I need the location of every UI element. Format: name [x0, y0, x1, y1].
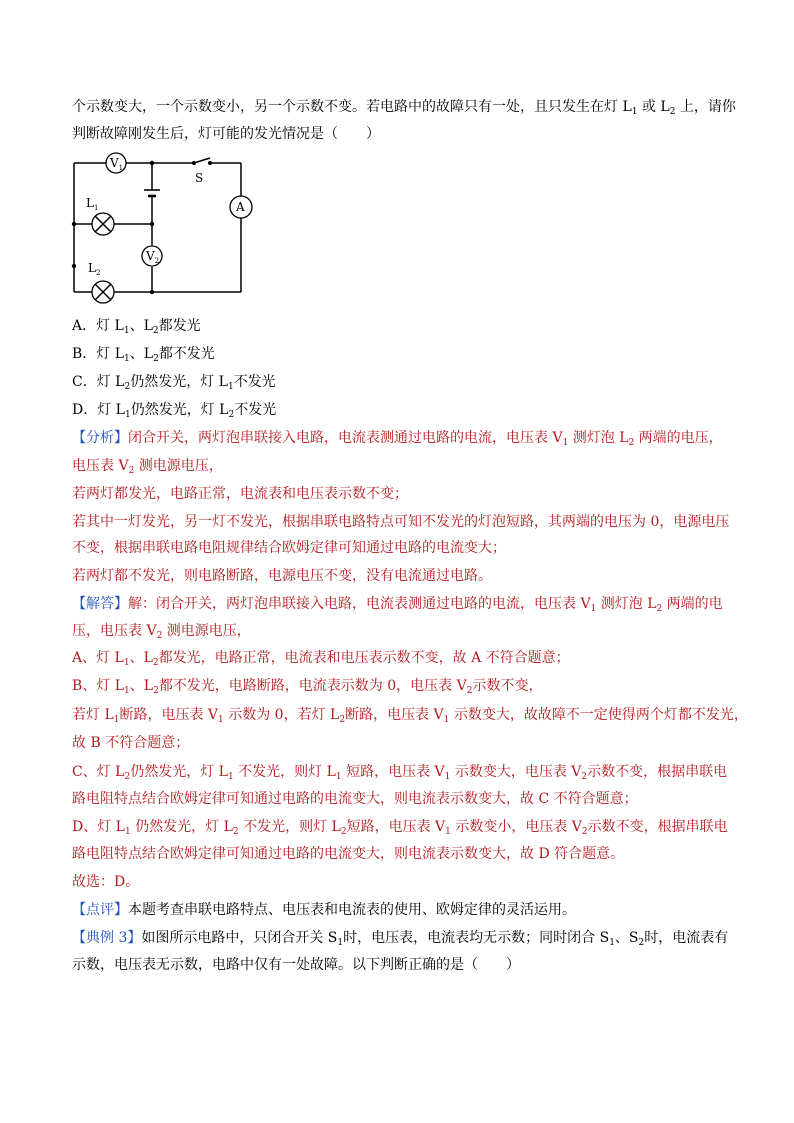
subscript-text: 1: [443, 715, 450, 725]
text-segment: 、L: [129, 318, 153, 334]
text-segment: 两端的电: [662, 596, 723, 612]
text-segment: 仍然发光，灯 L: [130, 374, 228, 390]
switch-label: S: [195, 171, 204, 185]
text-segment: 或 L: [637, 99, 670, 115]
subscript-text: 1: [445, 827, 451, 837]
text-segment: 两端的电压，: [634, 430, 723, 446]
voltmeter-v1-label: $V_1$: [110, 156, 124, 172]
subscript-text: 2: [124, 772, 131, 782]
analysis-line-3: 若两灯都发光，电路正常，电流表和电压表示数不变；: [72, 486, 408, 502]
text-segment: A、灯 L: [72, 650, 124, 666]
text-segment: 都发光，电路正常，电流表和电压表示数不变，故 A 不符合题意；: [158, 650, 570, 666]
subscript-text: 1: [337, 938, 344, 948]
subscript-text: 1: [609, 938, 615, 948]
subscript-text: 2: [153, 354, 159, 364]
text-segment: 测电源电压，: [162, 623, 251, 639]
text-segment: 仍然发光，灯 L: [130, 402, 229, 418]
example3-tag: 【典例 3】: [72, 930, 142, 946]
subscript-text: 2: [156, 631, 163, 641]
subscript-text: 1: [335, 772, 342, 782]
subscript-text: 2: [669, 107, 676, 117]
text-segment: 不发光，则灯 L: [233, 764, 336, 780]
text-segment: 都不发光: [158, 346, 215, 362]
text-segment: 若灯 L: [72, 707, 114, 723]
text-segment: 都不发光，电路断路，电流表示数为 0，电压表 V: [158, 678, 467, 694]
text-segment: 测灯泡 L: [568, 430, 629, 446]
text-segment: 断路，电压表 V: [345, 707, 444, 723]
text-segment: 示数变小，电压表 V: [450, 819, 582, 835]
solution-answer: 故选：D。: [72, 874, 140, 890]
subscript-text: 2: [638, 938, 645, 948]
solution-tag: 【解答】: [72, 596, 128, 612]
solution-line-7: [72, 762, 734, 787]
solution-line-8: 路电阻特点结合欧姆定律可知通过电路的电流变大，则电流表示数变大，故 C 不符合题意；: [72, 791, 638, 807]
solution-line-2: [72, 621, 734, 646]
option-b: [72, 344, 734, 369]
subscript-text: 1: [218, 715, 224, 725]
solution-line-9: [72, 817, 734, 842]
text-segment: 个示数变大，一个示数变小，另一个示数不变。若电路中的故障只有一处，且只发生在灯 L: [72, 99, 632, 115]
circuit-diagram: [64, 150, 264, 310]
junction-node: [150, 161, 154, 165]
subscript-text: 1: [113, 715, 120, 725]
subscript-text: 1: [590, 604, 597, 614]
text-segment: 电压表 V: [72, 458, 129, 474]
text-segment: 都发光: [158, 318, 201, 334]
text-segment: 不发光，则灯 L: [238, 819, 341, 835]
text-segment: B．灯 L: [72, 346, 125, 362]
text-segment: 仍然发光，灯 L: [130, 819, 233, 835]
subscript-text: 1: [562, 438, 569, 448]
solution-line-5: [72, 705, 748, 730]
text-segment: 如图所示电路中，只闭合开关 S: [141, 930, 338, 946]
text-segment: 闭合开关，两灯泡串联接入电路，电流表测通过电路的电流，电压表 V: [128, 430, 563, 446]
analysis-line-4: 若其中一灯发光，另一灯不发光，根据串联电路特点可知不发光的灯泡短路，其两端的电压为 0，电源电压: [72, 514, 730, 530]
subscript-text: 2: [581, 772, 588, 782]
solution-line-6: 故 B 不符合题意；: [72, 735, 190, 751]
subscript-text: 2: [466, 686, 473, 696]
option-c: [72, 372, 734, 397]
text-segment: 示数不变，根据串联电: [587, 819, 728, 835]
text-segment: 、L: [129, 650, 153, 666]
analysis-line-1: [72, 428, 734, 453]
ammeter-label: A: [236, 200, 245, 214]
analysis-line-5: 不变，根据串联电路电阻规律结合欧姆定律可知通过电路的电流变大；: [72, 540, 506, 556]
switch-pivot-left: [192, 161, 196, 165]
question-intro-line-2: 判断故障刚发生后，灯可能的发光情况是（ ）: [72, 126, 380, 142]
text-segment: 时，电压表，电流表均无示数；同时闭合 S: [343, 930, 610, 946]
subscript-text: 2: [228, 410, 235, 420]
subscript-text: 2: [581, 827, 588, 837]
subscript-text: 1: [123, 326, 130, 336]
subscript-text: 2: [232, 827, 239, 837]
text-segment: 短路，电压表 V: [341, 764, 445, 780]
subscript-text: 1: [631, 107, 638, 117]
text-segment: A．灯 L: [72, 318, 124, 334]
lamp-l1-label: $L_1$: [86, 196, 99, 212]
text-segment: 、L: [129, 678, 154, 694]
subscript-text: 2: [656, 604, 663, 614]
subscript-text: 1: [444, 772, 451, 782]
text-segment: D．灯 L: [72, 402, 125, 418]
text-segment: 时，电流表有: [644, 930, 729, 946]
solution-line-3: [72, 648, 734, 673]
text-segment: C、灯 L: [72, 764, 125, 780]
question-intro-line-1: [72, 97, 734, 122]
subscript-text: 1: [124, 354, 130, 364]
solution-line-10: 路电阻特点结合欧姆定律可知通过电路的电流变大，则电流表示数变大，故 D 符合题意。: [72, 846, 625, 862]
subscript-text: 2: [152, 658, 159, 668]
text-segment: 压，电压表 V: [72, 623, 157, 639]
subscript-text: 2: [124, 382, 131, 392]
text-segment: 解：闭合开关，两灯泡串联接入电路，电流表测通过电路的电流，电压表 V: [128, 596, 591, 612]
text-segment: 、L: [129, 346, 154, 362]
text-segment: 上，请你: [675, 99, 736, 115]
switch-pivot-right: [208, 161, 212, 165]
text-segment: 测电源电压，: [134, 458, 223, 474]
text-segment: 不发光: [234, 402, 277, 418]
subscript-text: 2: [339, 715, 346, 725]
example3-line-1: [72, 928, 734, 953]
review-tag: 【点评】: [72, 902, 128, 918]
subscript-text: 1: [227, 382, 234, 392]
text-segment: C．灯 L: [72, 374, 125, 390]
text-segment: 示数为 0，若灯 L: [223, 707, 340, 723]
text-segment: 不发光: [233, 374, 276, 390]
subscript-text: 2: [153, 686, 159, 696]
subscript-text: 1: [124, 410, 131, 420]
subscript-text: 1: [124, 686, 130, 696]
text-segment: 短路，电压表 V: [346, 819, 446, 835]
subscript-text: 1: [124, 827, 131, 837]
analysis-line-2: [72, 456, 734, 481]
text-segment: 示数变大，故故障不一定使得两个灯都不发光，: [449, 707, 748, 723]
option-a: [72, 316, 734, 341]
text-segment: 仍然发光，灯 L: [130, 764, 228, 780]
junction-node: [150, 222, 154, 226]
text-segment: 示数不变，: [472, 678, 543, 694]
subscript-text: 2: [340, 827, 347, 837]
text-segment: 、S: [614, 930, 639, 946]
text-segment: 示数不变，根据串联电: [587, 764, 728, 780]
text-segment: 测灯泡 L: [596, 596, 657, 612]
option-d: [72, 400, 734, 425]
lamp-l2-label: $L_2$: [88, 261, 101, 277]
subscript-text: 2: [128, 466, 135, 476]
example3-line-2: 示数，电压表无示数，电路中仅有一处故障。以下判断正确的是（ ）: [72, 957, 520, 973]
junction-node: [72, 264, 76, 268]
subscript-text: 2: [152, 326, 159, 336]
subscript-text: 1: [123, 658, 130, 668]
junction-node: [72, 222, 76, 226]
review-line: 【点评】本题考查串联电路特点、电压表和电流表的使用、欧姆定律的灵活运用。: [72, 902, 576, 918]
text-segment: B、灯 L: [72, 678, 125, 694]
voltmeter-v2-label: $V_2$: [146, 249, 160, 265]
analysis-tag: 【分析】: [72, 430, 128, 446]
subscript-text: 1: [227, 772, 234, 782]
subscript-text: 2: [628, 438, 635, 448]
analysis-line-6: 若两灯都不发光，则电路断路，电源电压不变，没有电流通过电路。: [72, 568, 492, 584]
solution-line-4: [72, 676, 734, 701]
solution-line-1: [72, 594, 734, 619]
text-segment: D、灯 L: [72, 819, 125, 835]
text-segment: 示数变大，电压表 V: [450, 764, 582, 780]
junction-node: [150, 290, 154, 294]
text-segment: 断路，电压表 V: [119, 707, 219, 723]
